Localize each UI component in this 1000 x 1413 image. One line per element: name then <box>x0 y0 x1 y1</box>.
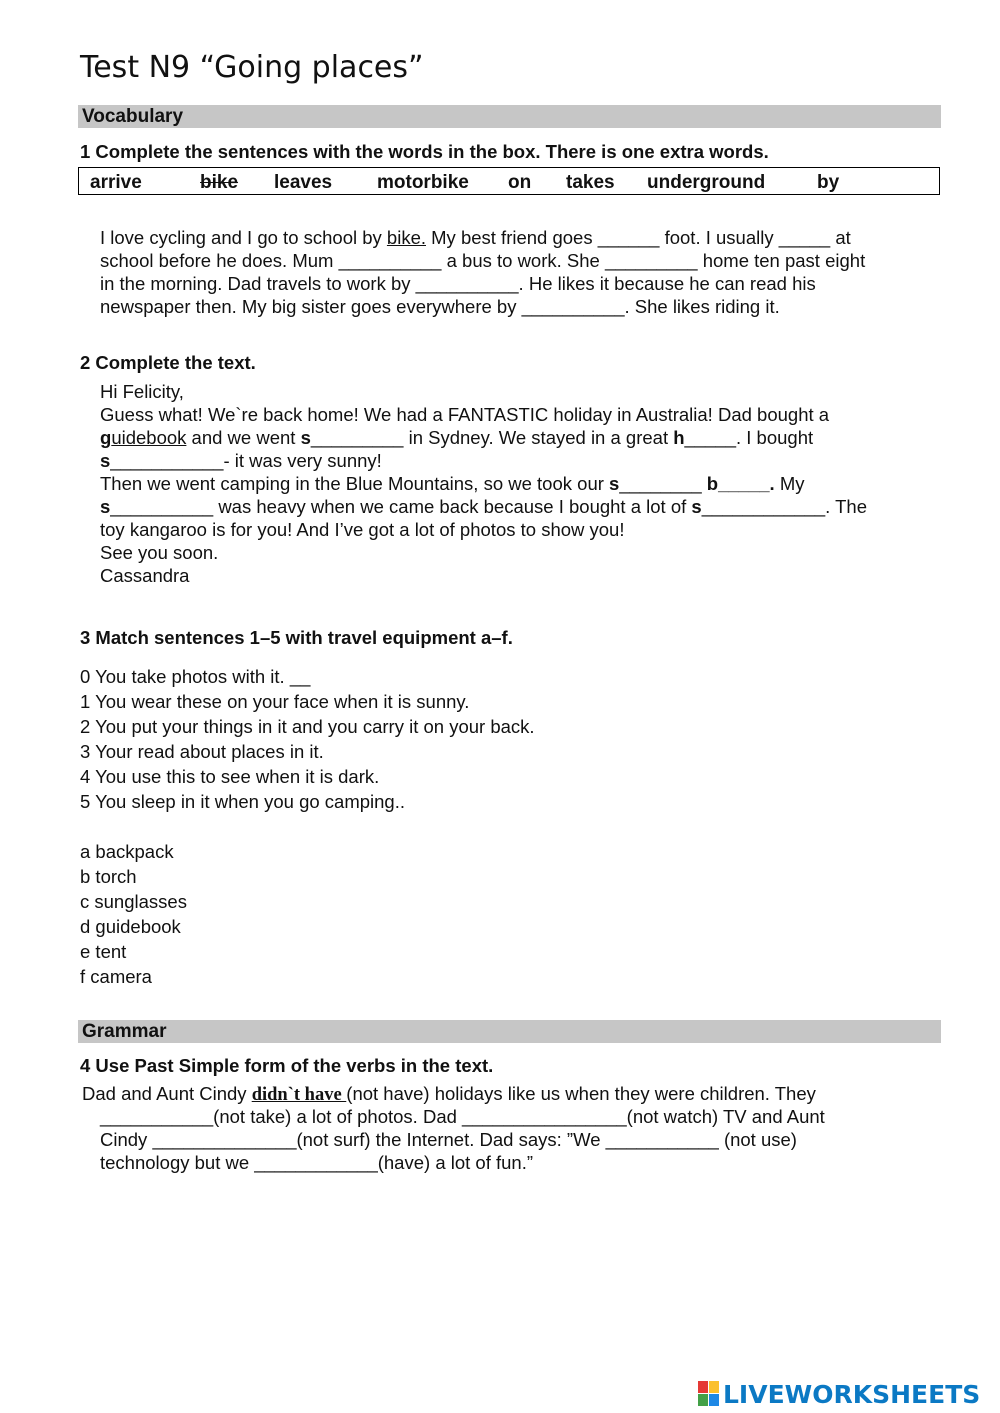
text-line <box>100 226 865 249</box>
letter-signature: Cassandra <box>100 565 190 586</box>
text-line[interactable]: newspaper then. My big sister goes everywhere by __________. She likes riding it. <box>100 296 780 317</box>
exercise-2-instruction: 2 Complete the text. <box>80 352 256 373</box>
gap[interactable]: _________ in Sydney. We stayed in a great <box>310 427 674 448</box>
sentence-item[interactable]: 2 You put your things in it and you carry it on your back. <box>80 716 535 737</box>
text-line[interactable]: ___________(not take) a lot of photos. Dad ________________(not watch) TV and Aunt <box>100 1106 825 1127</box>
letter-hint: g <box>100 427 112 448</box>
logo-grid-icon <box>698 1381 720 1407</box>
grammar-section-header: Grammar <box>78 1020 941 1043</box>
word-leaves: leaves <box>274 172 333 193</box>
exercise-4-text <box>82 1082 825 1174</box>
letter-greeting: Hi Felicity, <box>100 381 184 402</box>
text-line[interactable] <box>82 1082 825 1105</box>
gap[interactable]: __________ was heavy when we came back because I bought a lot of <box>110 496 692 517</box>
text-line[interactable] <box>100 495 867 518</box>
gap[interactable]: _____. I bought <box>684 427 814 448</box>
text-segment: (not have) holidays like us when they were children. They <box>346 1083 816 1104</box>
sentence-item[interactable]: 3 Your read about places in it. <box>80 741 324 762</box>
example-answer: uidebook <box>111 427 187 448</box>
exercise-3-options <box>80 841 187 991</box>
text-line[interactable] <box>100 449 867 472</box>
sentence-item[interactable]: 0 You take photos with it. __ <box>80 666 311 687</box>
letter-hint: s <box>100 496 111 517</box>
word-on: on <box>508 172 532 193</box>
liveworksheets-logo[interactable] <box>698 1379 980 1409</box>
logo-square <box>709 1381 719 1393</box>
text-line[interactable]: Cindy ______________(not surf) the Internet. Dad says: ”We ___________ (not use) <box>100 1129 797 1150</box>
text-line: toy kangaroo is for you! And I’ve got a lot of photos to show you! <box>100 519 625 540</box>
word-motorbike: motorbike <box>377 172 469 193</box>
word-bike-crossed: bike <box>200 172 239 193</box>
exercise-4-instruction: 4 Use Past Simple form of the verbs in the text. <box>80 1055 494 1076</box>
word-underground: underground <box>647 172 766 193</box>
word-arrive: arrive <box>90 172 142 193</box>
text-line[interactable]: school before he does. Mum __________ a bus to work. She _________ home ten past eight <box>100 250 866 271</box>
text-segment: Then we went camping in the Blue Mountains, so we took our <box>100 473 610 494</box>
page-title: Test N9 “Going places” <box>80 50 424 85</box>
option-item: c sunglasses <box>80 891 187 912</box>
text-line: See you soon. <box>100 542 219 563</box>
gap[interactable]: ________ <box>619 473 707 494</box>
sentence-item[interactable]: 4 You use this to see when it is dark. <box>80 766 380 787</box>
text-line[interactable]: in the morning. Dad travels to work by __________. He likes it because he can read his <box>100 273 816 294</box>
text-segment: and we went <box>186 427 301 448</box>
text-segment: Dad and Aunt Cindy <box>82 1083 252 1104</box>
text-line[interactable] <box>100 472 867 495</box>
exercise-2-letter <box>100 380 867 587</box>
text-segment: My <box>774 473 805 494</box>
gap[interactable]: ____________. The <box>701 496 867 517</box>
option-item: a backpack <box>80 841 174 862</box>
option-item: d guidebook <box>80 916 181 937</box>
vocabulary-section-header: Vocabulary <box>78 105 941 128</box>
sentence-item[interactable]: 5 You sleep in it when you go camping.. <box>80 791 406 812</box>
letter-hint: b <box>706 473 719 494</box>
logo-square <box>709 1394 719 1406</box>
sentence-item[interactable]: 1 You wear these on your face when it is sunny. <box>80 691 470 712</box>
logo-square <box>698 1381 708 1393</box>
logo-square <box>698 1394 708 1406</box>
example-answer: bike. <box>386 227 426 248</box>
word-box <box>78 167 940 195</box>
exercise-3-sentences <box>80 666 535 816</box>
text-line: Guess what! We`re back home! We had a FANTASTIC holiday in Australia! Dad bought a <box>100 404 830 425</box>
text-segment: I love cycling and I go to school by <box>100 227 387 248</box>
option-item: b torch <box>80 866 137 887</box>
example-answer: didn`t have <box>251 1085 347 1105</box>
letter-hint: h <box>673 427 685 448</box>
option-item: e tent <box>80 941 127 962</box>
exercise-1-instruction: 1 Complete the sentences with the words in the box. There is one extra words. <box>80 141 769 162</box>
word-takes: takes <box>566 172 615 193</box>
gap[interactable]: ___________- it was very sunny! <box>110 450 382 471</box>
exercise-3-instruction: 3 Match sentences 1–5 with travel equipment a–f. <box>80 627 513 648</box>
logo-text: LIVEWORKSHEETS <box>723 1379 981 1409</box>
text-line[interactable]: technology but we ____________(have) a lot of fun.” <box>100 1152 534 1173</box>
text-line[interactable] <box>100 426 867 449</box>
letter-hint: s <box>300 427 311 448</box>
letter-hint: s <box>100 450 111 471</box>
exercise-1-text <box>100 226 865 318</box>
text-segment[interactable]: My best friend goes ______ foot. I usually _____ at <box>426 227 851 248</box>
letter-hint: s <box>691 496 702 517</box>
word-by: by <box>817 172 840 193</box>
letter-hint: s <box>609 473 620 494</box>
gap[interactable]: _____. <box>718 473 775 494</box>
option-item: f camera <box>80 966 152 987</box>
